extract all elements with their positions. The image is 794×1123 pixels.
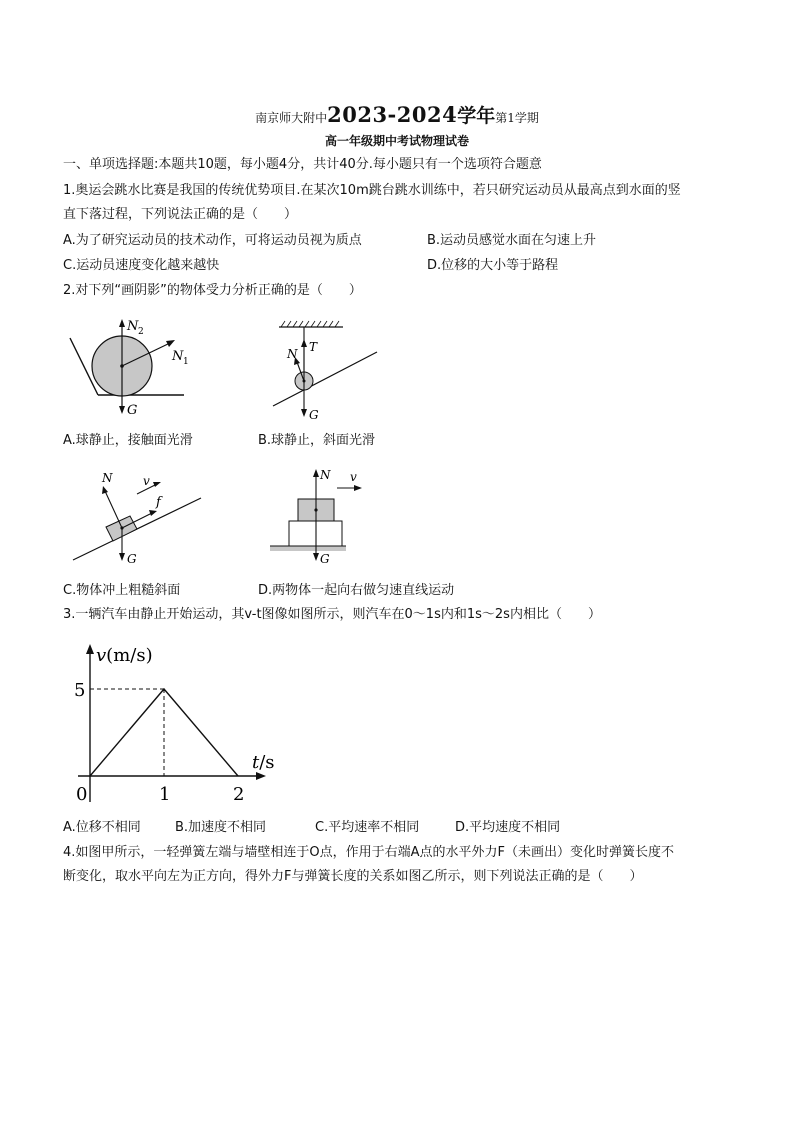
q4-stem-line1: 4.如图甲所示，一轻弹簧左端与墙壁相连于O点，作用于右端A点的水平外力F（未画出）变化时弹簧长度不: [63, 845, 675, 860]
q1-stem-line2: 直下落过程，下列说法正确的是（ ）: [63, 207, 298, 222]
fig-c-v-label: v: [143, 474, 150, 488]
fig-c-f-label: f: [156, 495, 161, 510]
q2-figure-c: [65, 462, 205, 577]
fig-a-n1-sub: 1: [183, 357, 189, 367]
q1-stem-line1: 1.奥运会跳水比赛是我国的传统优势项目.在某次10m跳台跳水训练中，若只研究运动员从最高点到水面的竖: [63, 183, 681, 198]
school-year-word: 学年: [457, 105, 496, 127]
q1-option-c: C.运动员速度变化越来越快: [63, 258, 220, 273]
chart-y-label: v(m/s): [96, 645, 153, 666]
q2-option-c: C.物体冲上粗糙斜面: [63, 583, 181, 598]
fig-d-n-label: N: [320, 468, 331, 482]
q2-option-a: A.球静止，接触面光滑: [63, 433, 193, 448]
q2-figure-d: [265, 462, 385, 577]
chart-x-tick-label: 0: [76, 784, 88, 805]
exam-subtitle: 高一年级期中考试物理试卷: [324, 134, 469, 148]
q3-option-c: C.平均速率不相同: [315, 820, 420, 835]
fig-a-n1-label: N: [172, 349, 184, 364]
exam-title: [0, 101, 794, 128]
chart-x-tick-label: 2: [233, 784, 245, 805]
q3-vt-chart: [68, 638, 288, 810]
school-name: 南京师大附中: [255, 111, 328, 125]
fig-a-n2-sub: 2: [138, 327, 144, 337]
fig-b-n-label: N: [287, 347, 298, 361]
fig-a-n2-label: N: [127, 319, 139, 334]
fig-b-t-label: T: [309, 340, 318, 354]
fig-b-g-label: G: [309, 408, 319, 422]
q2-figure-b: [265, 318, 385, 428]
q3-option-b: B.加速度不相同: [175, 820, 267, 835]
q2-figure-a: [60, 310, 200, 425]
school-years: 2023-2024: [327, 102, 458, 127]
q2-option-b: B.球静止，斜面光滑: [258, 433, 376, 448]
q1-option-a: A.为了研究运动员的技术动作，可将运动员视为质点: [63, 233, 362, 248]
q2-stem: 2.对下列“画阴影”的物体受力分析正确的是（ ）: [63, 283, 362, 298]
q2-option-d: D.两物体一起向右做匀速直线运动: [258, 583, 455, 598]
chart-x-label: t/s: [252, 752, 275, 773]
q1-option-d: D.位移的大小等于路程: [427, 258, 559, 273]
q3-stem: 3.一辆汽车由静止开始运动，其v-t图像如图所示，则汽车在0～1s内和1s～2s内相比（ ）: [63, 607, 601, 622]
fig-c-n-label: N: [102, 471, 113, 485]
q4-stem-line2: 断变化，取水平向左为正方向，得外力F与弹簧长度的关系如图乙所示，则下列说法正确的是（ ）: [63, 869, 643, 884]
fig-c-g-label: G: [127, 552, 137, 566]
chart-y-tick-label: 5: [74, 680, 86, 701]
fig-a-g-label: G: [127, 403, 138, 418]
chart-x-tick-label: 1: [159, 784, 171, 805]
term-label: 第1学期: [495, 111, 539, 125]
fig-d-g-label: G: [320, 552, 330, 566]
q3-option-a: A.位移不相同: [63, 820, 141, 835]
q1-option-b: B.运动员感觉水面在匀速上升: [427, 233, 597, 248]
q3-option-d: D.平均速度不相同: [455, 820, 561, 835]
section-heading: 一、单项选择题:本题共10题，每小题4分，共计40分.每小题只有一个选项符合题意: [63, 157, 542, 172]
fig-d-v-label: v: [350, 470, 357, 484]
